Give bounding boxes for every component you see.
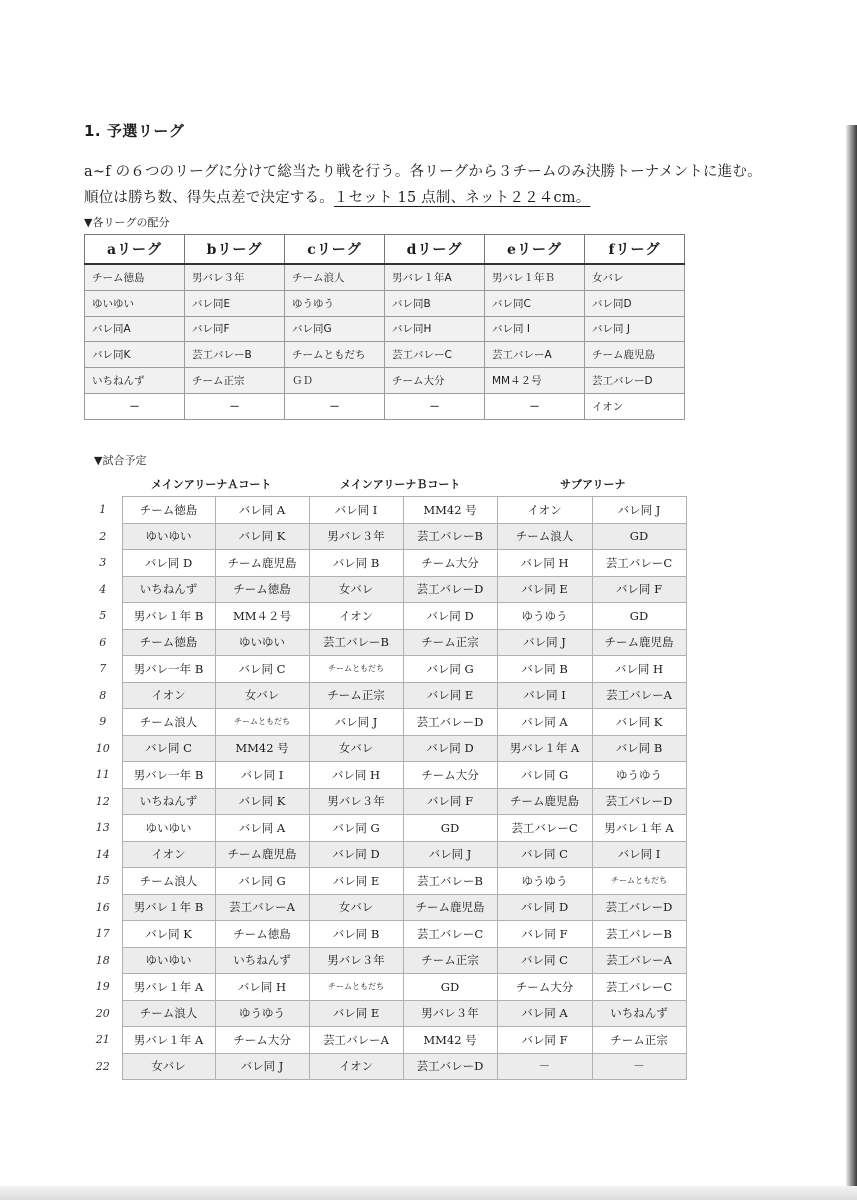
schedule-cell: ゆいゆい <box>215 629 309 656</box>
schedule-cell: バレ同 I <box>309 497 403 524</box>
match-number: 5 <box>84 603 122 630</box>
schedule-cell: バレ同 J <box>403 841 497 868</box>
schedule-cell: バレ同 K <box>122 921 215 948</box>
match-number: 1 <box>84 497 122 524</box>
schedule-row <box>84 550 686 577</box>
match-number: 2 <box>84 523 122 550</box>
league-row <box>85 368 685 394</box>
schedule-cell: MM４２号 <box>215 603 309 630</box>
schedule-cell: チーム大分 <box>403 550 497 577</box>
schedule-cell: GD <box>592 523 686 550</box>
schedule-cell: GD <box>403 815 497 842</box>
schedule-cell: バレ同 C <box>497 947 592 974</box>
league-cell: － <box>185 393 285 419</box>
schedule-row <box>84 603 686 630</box>
match-number: 14 <box>84 841 122 868</box>
league-cell: 芸工バレーC <box>385 342 485 368</box>
schedule-cell: バレ同 A <box>215 497 309 524</box>
league-cell: バレ同B <box>385 290 485 316</box>
league-header: cリーグ <box>285 235 385 265</box>
league-cell: バレ同K <box>85 342 185 368</box>
league-cell: チームともだち <box>285 342 385 368</box>
schedule-cell: バレ同 A <box>497 709 592 736</box>
rules-paragraph-1: a~f の６つのリーグに分けて総当たり戦を行う。各リーグから３チームのみ決勝トーナメントに進む。 <box>84 164 762 180</box>
league-cell: 芸工バレーB <box>185 342 285 368</box>
schedule-row <box>84 656 686 683</box>
schedule-cell: バレ同 D <box>403 735 497 762</box>
schedule-cell: バレ同 K <box>592 709 686 736</box>
schedule-row <box>84 1053 686 1080</box>
league-cell: チーム浪人 <box>285 264 385 290</box>
match-number: 11 <box>84 762 122 789</box>
league-cell: － <box>385 393 485 419</box>
match-number: 8 <box>84 682 122 709</box>
schedule-cell: 芸工バレーB <box>592 921 686 948</box>
schedule-cell: 男バレ１年 A <box>122 974 215 1001</box>
schedule-cell: バレ同 F <box>497 921 592 948</box>
schedule-cell: バレ同 J <box>592 497 686 524</box>
schedule-cell: ゆうゆう <box>497 868 592 895</box>
rules-paragraph-2 <box>84 186 590 207</box>
schedule-cell: 芸工バレーD <box>592 788 686 815</box>
league-cell: バレ同 I <box>485 316 585 342</box>
rules-text: 順位は勝ち数、得失点差で決定する。 <box>84 190 334 206</box>
schedule-cell: イオン <box>122 841 215 868</box>
league-cell: チーム徳島 <box>85 264 185 290</box>
schedule-cell: ゆうゆう <box>592 762 686 789</box>
schedule-cell: チーム鹿児島 <box>403 894 497 921</box>
league-cell: 芸工バレーA <box>485 342 585 368</box>
league-cell: ＧＤ <box>285 368 385 394</box>
league-cell: 女バレ <box>585 264 685 290</box>
match-number: 16 <box>84 894 122 921</box>
schedule-cell: バレ同 G <box>309 815 403 842</box>
schedule-cell: ゆうゆう <box>215 1000 309 1027</box>
league-cell: バレ同H <box>385 316 485 342</box>
match-number: 10 <box>84 735 122 762</box>
schedule-cell: 芸工バレーB <box>403 523 497 550</box>
schedule-cell: バレ同 I <box>215 762 309 789</box>
schedule-cell: チーム浪人 <box>122 868 215 895</box>
match-number: 17 <box>84 921 122 948</box>
schedule-cell: チーム徳島 <box>122 497 215 524</box>
match-number: 3 <box>84 550 122 577</box>
schedule-row <box>84 1027 686 1054</box>
schedule-cell: チームともだち <box>309 656 403 683</box>
schedule-cell: バレ同 I <box>497 682 592 709</box>
schedule-cell: 芸工バレーB <box>309 629 403 656</box>
league-row <box>85 316 685 342</box>
schedule-cell: バレ同 K <box>215 788 309 815</box>
league-cell: MM４２号 <box>485 368 585 394</box>
match-number: 4 <box>84 576 122 603</box>
league-cell: いちねんず <box>85 368 185 394</box>
schedule-cell: バレ同 C <box>215 656 309 683</box>
schedule-cell: バレ同 J <box>309 709 403 736</box>
court-header-main-a: メインアリーナＡコート <box>151 478 272 491</box>
section-title: 1. 予選リーグ <box>84 122 185 140</box>
schedule-cell: 芸工バレーC <box>592 550 686 577</box>
league-cell: バレ同 J <box>585 316 685 342</box>
league-header: fリーグ <box>585 235 685 265</box>
schedule-cell: バレ同 E <box>403 682 497 709</box>
schedule-cell: チーム大分 <box>215 1027 309 1054</box>
league-row <box>85 290 685 316</box>
schedule-cell: 芸工バレーD <box>403 576 497 603</box>
schedule-cell: MM42 号 <box>215 735 309 762</box>
league-cell: － <box>485 393 585 419</box>
schedule-cell: 男バレ一年 B <box>122 656 215 683</box>
league-header: dリーグ <box>385 235 485 265</box>
schedule-cell: 芸工バレーA <box>592 947 686 974</box>
league-cell: バレ同E <box>185 290 285 316</box>
schedule-row <box>84 762 686 789</box>
schedule-cell: バレ同 C <box>497 841 592 868</box>
league-row <box>85 342 685 368</box>
schedule-cell: 女バレ <box>215 682 309 709</box>
schedule-cell: 男バレ３年 <box>309 523 403 550</box>
schedule-cell: バレ同 B <box>497 656 592 683</box>
schedule-cell: チーム鹿児島 <box>592 629 686 656</box>
schedule-cell: バレ同 B <box>309 550 403 577</box>
schedule-cell: バレ同 E <box>497 576 592 603</box>
schedule-cell: バレ同 H <box>497 550 592 577</box>
league-header-row <box>85 235 685 265</box>
match-number: 7 <box>84 656 122 683</box>
schedule-cell: ゆうゆう <box>497 603 592 630</box>
schedule-cell: バレ同 H <box>592 656 686 683</box>
schedule-cell: バレ同 J <box>215 1053 309 1080</box>
schedule-row <box>84 974 686 1001</box>
league-cell: バレ同G <box>285 316 385 342</box>
page-edge-shadow <box>846 125 857 1200</box>
match-number: 19 <box>84 974 122 1001</box>
schedule-cell: チーム正宗 <box>309 682 403 709</box>
schedule-cell: バレ同 J <box>497 629 592 656</box>
league-header: eリーグ <box>485 235 585 265</box>
schedule-row <box>84 497 686 524</box>
match-number: 21 <box>84 1027 122 1054</box>
league-cell: バレ同F <box>185 316 285 342</box>
league-cell: 芸工バレーD <box>585 368 685 394</box>
league-cell: 男バレ１年A <box>385 264 485 290</box>
schedule-cell: チーム浪人 <box>497 523 592 550</box>
schedule-cell: 芸工バレーA <box>309 1027 403 1054</box>
league-cell: イオン <box>585 393 685 419</box>
schedule-cell: 男バレ１年 A <box>122 1027 215 1054</box>
schedule-cell: ゆいゆい <box>122 815 215 842</box>
schedule-cell: バレ同 A <box>215 815 309 842</box>
schedule-cell: 女バレ <box>309 735 403 762</box>
schedule-cell: バレ同 D <box>403 603 497 630</box>
schedule-row <box>84 709 686 736</box>
schedule-cell: バレ同 G <box>215 868 309 895</box>
schedule-cell: チーム大分 <box>403 762 497 789</box>
schedule-row <box>84 815 686 842</box>
schedule-cell: チーム徳島 <box>215 921 309 948</box>
schedule-cell: 芸工バレーA <box>592 682 686 709</box>
schedule-cell: チーム徳島 <box>122 629 215 656</box>
match-number: 18 <box>84 947 122 974</box>
match-number: 13 <box>84 815 122 842</box>
schedule-cell: いちねんず <box>592 1000 686 1027</box>
schedule-cell: バレ同 H <box>309 762 403 789</box>
schedule-cell: バレ同 C <box>122 735 215 762</box>
court-header-main-b: メインアリーナＢコート <box>340 478 461 491</box>
schedule-table <box>84 496 687 1080</box>
schedule-row <box>84 523 686 550</box>
schedule-cell: 男バレ３年 <box>403 1000 497 1027</box>
league-cell: 男バレ３年 <box>185 264 285 290</box>
match-number: 9 <box>84 709 122 736</box>
schedule-cell: 男バレ３年 <box>309 947 403 974</box>
schedule-cell: チームともだち <box>592 868 686 895</box>
league-cell: ゆうゆう <box>285 290 385 316</box>
schedule-cell: いちねんず <box>122 788 215 815</box>
schedule-cell: 男バレ一年 B <box>122 762 215 789</box>
schedule-cell: バレ同 E <box>309 868 403 895</box>
schedule-cell: － <box>497 1053 592 1080</box>
schedule-cell: チーム浪人 <box>122 709 215 736</box>
schedule-cell: バレ同 E <box>309 1000 403 1027</box>
schedule-cell: バレ同 F <box>403 788 497 815</box>
league-row <box>85 264 685 290</box>
league-cell: 男バレ１年Ｂ <box>485 264 585 290</box>
schedule-cell: バレ同 G <box>403 656 497 683</box>
schedule-row <box>84 788 686 815</box>
league-cell: チーム正宗 <box>185 368 285 394</box>
schedule-cell: バレ同 I <box>592 841 686 868</box>
schedule-cell: ゆいゆい <box>122 947 215 974</box>
league-header: bリーグ <box>185 235 285 265</box>
match-number: 15 <box>84 868 122 895</box>
schedule-cell: 芸工バレーD <box>403 709 497 736</box>
schedule-row <box>84 921 686 948</box>
schedule-cell: 女バレ <box>122 1053 215 1080</box>
match-number: 22 <box>84 1053 122 1080</box>
league-header: aリーグ <box>85 235 185 265</box>
schedule-row <box>84 629 686 656</box>
page-bottom-shadow <box>0 1186 857 1200</box>
schedule-cell: GD <box>592 603 686 630</box>
schedule-cell: 女バレ <box>309 576 403 603</box>
schedule-row <box>84 894 686 921</box>
schedule-cell: 芸工バレーD <box>403 1053 497 1080</box>
schedule-cell: GD <box>403 974 497 1001</box>
schedule-cell: チーム鹿児島 <box>215 550 309 577</box>
schedule-cell: ゆいゆい <box>122 523 215 550</box>
league-cell: チーム鹿児島 <box>585 342 685 368</box>
league-table <box>84 234 685 420</box>
schedule-cell: 男バレ１年 A <box>592 815 686 842</box>
schedule-cell: バレ同 D <box>122 550 215 577</box>
schedule-cell: MM42 号 <box>403 1027 497 1054</box>
schedule-cell: イオン <box>309 1053 403 1080</box>
schedule-cell: － <box>592 1053 686 1080</box>
schedule-cell: バレ同 D <box>309 841 403 868</box>
league-cell: バレ同A <box>85 316 185 342</box>
match-number: 20 <box>84 1000 122 1027</box>
schedule-cell: バレ同 F <box>497 1027 592 1054</box>
schedule-cell: MM42 号 <box>403 497 497 524</box>
schedule-cell: チーム正宗 <box>403 947 497 974</box>
schedule-cell: 芸工バレーC <box>497 815 592 842</box>
league-table-label: ▼各リーグの配分 <box>84 216 170 229</box>
schedule-cell: チーム鹿児島 <box>497 788 592 815</box>
league-cell: バレ同C <box>485 290 585 316</box>
league-cell: ゆいゆい <box>85 290 185 316</box>
schedule-row <box>84 841 686 868</box>
schedule-cell: バレ同 B <box>592 735 686 762</box>
rules-underlined-text: １セット 15 点制、ネット２２４cm。 <box>333 190 591 206</box>
league-cell: バレ同D <box>585 290 685 316</box>
schedule-cell: バレ同 A <box>497 1000 592 1027</box>
schedule-row <box>84 947 686 974</box>
schedule-cell: 芸工バレーC <box>403 921 497 948</box>
match-number: 6 <box>84 629 122 656</box>
schedule-row <box>84 1000 686 1027</box>
schedule-cell: 男バレ１年 B <box>122 603 215 630</box>
schedule-cell: チームともだち <box>309 974 403 1001</box>
schedule-cell: 芸工バレーA <box>215 894 309 921</box>
schedule-cell: イオン <box>497 497 592 524</box>
schedule-cell: 芸工バレーD <box>592 894 686 921</box>
schedule-cell: いちねんず <box>215 947 309 974</box>
schedule-cell: チーム鹿児島 <box>215 841 309 868</box>
schedule-label: ▼試合予定 <box>94 454 147 467</box>
match-number: 12 <box>84 788 122 815</box>
schedule-cell: チーム徳島 <box>215 576 309 603</box>
schedule-cell: 男バレ１年 A <box>497 735 592 762</box>
court-header-sub: サブアリーナ <box>560 478 626 491</box>
schedule-cell: バレ同 B <box>309 921 403 948</box>
schedule-cell: バレ同 K <box>215 523 309 550</box>
schedule-cell: 女バレ <box>309 894 403 921</box>
schedule-cell: 芸工バレーC <box>592 974 686 1001</box>
schedule-cell: イオン <box>309 603 403 630</box>
league-cell: － <box>285 393 385 419</box>
schedule-row <box>84 576 686 603</box>
league-cell: － <box>85 393 185 419</box>
schedule-cell: いちねんず <box>122 576 215 603</box>
schedule-row <box>84 868 686 895</box>
schedule-cell: チーム大分 <box>497 974 592 1001</box>
schedule-cell: チームともだち <box>215 709 309 736</box>
schedule-cell: チーム浪人 <box>122 1000 215 1027</box>
league-cell: チーム大分 <box>385 368 485 394</box>
schedule-cell: バレ同 D <box>497 894 592 921</box>
schedule-cell: 男バレ３年 <box>309 788 403 815</box>
schedule-row <box>84 682 686 709</box>
schedule-cell: チーム正宗 <box>592 1027 686 1054</box>
schedule-row <box>84 735 686 762</box>
schedule-cell: バレ同 F <box>592 576 686 603</box>
schedule-cell: チーム正宗 <box>403 629 497 656</box>
schedule-cell: バレ同 G <box>497 762 592 789</box>
schedule-cell: バレ同 H <box>215 974 309 1001</box>
schedule-cell: 男バレ１年 B <box>122 894 215 921</box>
schedule-cell: 芸工バレーB <box>403 868 497 895</box>
schedule-cell: イオン <box>122 682 215 709</box>
league-row <box>85 393 685 419</box>
